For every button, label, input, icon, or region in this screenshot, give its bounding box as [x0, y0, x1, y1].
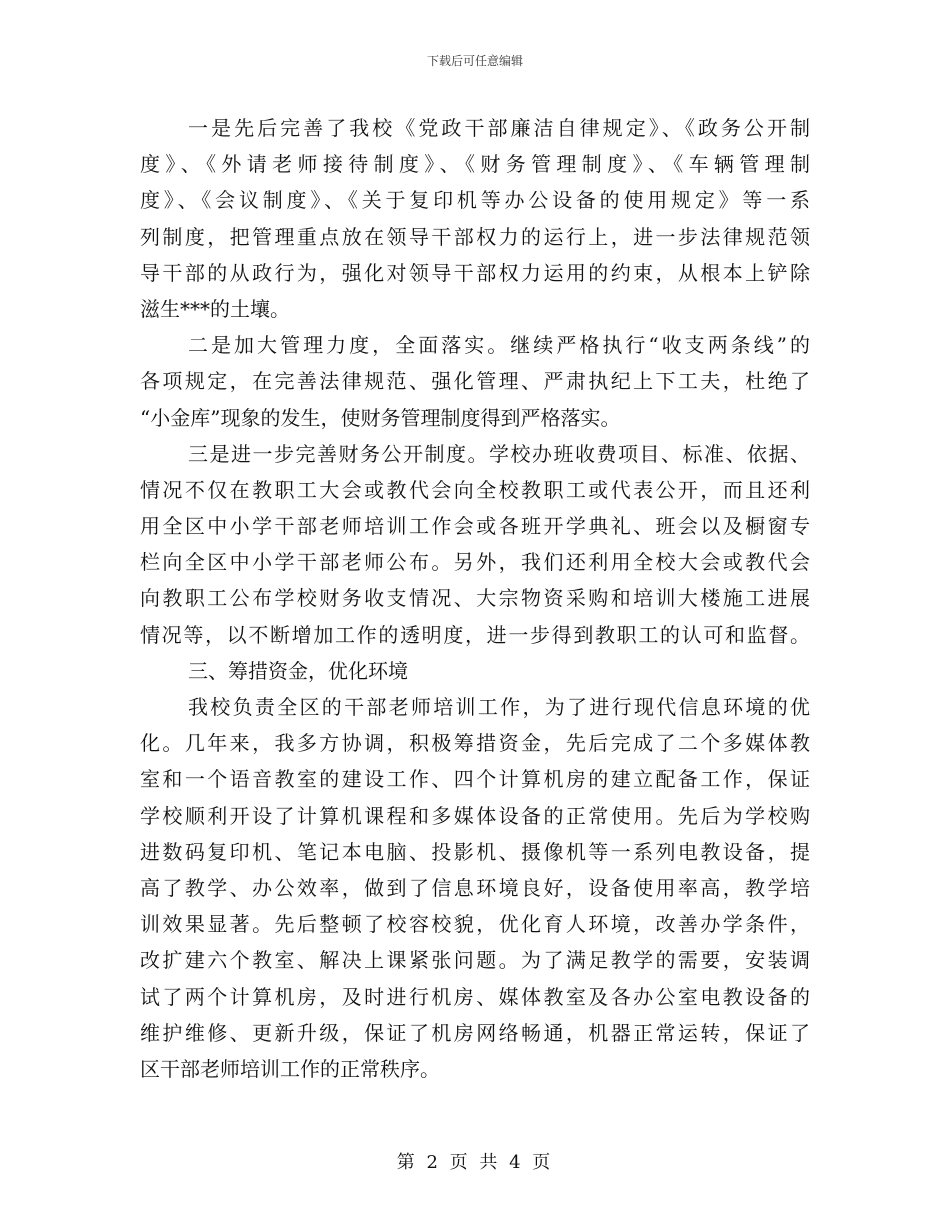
text-line: 二是加大管理力度，全面落实。继续严格执行“收支两条线”的	[188, 333, 810, 358]
text-line: 滋生***的土壤。	[140, 296, 290, 321]
text-line: 三、筹措资金，优化环境	[188, 658, 408, 683]
text-line: “小金库”现象的发生，使财务管理制度得到严格落实。	[140, 405, 621, 430]
text-line: 化。几年来，我多方协调，积极筹措资金，先后完成了二个多媒体教	[140, 731, 810, 756]
text-line: 情况等，以不断增加工作的透明度，进一步得到教职工的认可和监督。	[140, 622, 810, 647]
text-line: 改扩建六个教室、解决上课紧张问题。为了满足教学的需要，安装调	[140, 948, 810, 973]
text-line: 区干部老师培训工作的正常秩序。	[140, 1056, 440, 1081]
document-body	[140, 110, 810, 1087]
text-line: 列制度，把管理重点放在领导干部权力的运行上，进一步法律规范领	[140, 224, 810, 249]
text-line: 训效果显著。先后整顿了校容校貌，优化育人环境，改善办学条件，	[140, 912, 810, 937]
text-line: 向教职工公布学校财务收支情况、大宗物资采购和培训大楼施工进展	[140, 586, 810, 611]
text-line: 度》、《外请老师接待制度》、《财务管理制度》、《车辆管理制	[140, 152, 810, 177]
text-line: 三是进一步完善财务公开制度。学校办班收费项目、标准、依据、	[188, 441, 810, 466]
text-line: 室和一个语音教室的建设工作、四个计算机房的建立配备工作，保证	[140, 767, 810, 792]
text-line: 栏向全区中小学干部老师公布。另外，我们还利用全校大会或教代会	[140, 550, 810, 575]
text-line: 用全区中小学干部老师培训工作会或各班开学典礼、班会以及橱窗专	[140, 514, 810, 539]
text-line: 试了两个计算机房，及时进行机房、媒体教室及各办公室电教设备的	[140, 984, 810, 1009]
text-line: 度》、《会议制度》、《关于复印机等办公设备的使用规定》等一系	[140, 188, 810, 213]
text-line: 进数码复印机、笔记本电脑、投影机、摄像机等一系列电教设备，提	[140, 839, 810, 864]
text-line: 一是先后完善了我校《党政干部廉洁自律规定》、《政务公开制	[188, 116, 810, 140]
text-line: 维护维修、更新升级，保证了机房网络畅通，机器正常运转，保证了	[140, 1020, 810, 1045]
text-line: 导干部的从政行为，强化对领导干部权力运用的约束，从根本上铲除	[140, 260, 810, 285]
text-line: 各项规定，在完善法律规范、强化管理、严肃执纪上下工夫，杜绝了	[140, 369, 810, 394]
text-line: 高了教学、办公效率，做到了信息环境良好，设备使用率高，教学培	[140, 875, 810, 900]
text-line: 情况不仅在教职工大会或教代会向全校教职工或代表公开，而且还利	[140, 477, 810, 502]
page-footer-number: 第 2 页 共 4 页	[396, 1152, 554, 1173]
text-line: 我校负责全区的干部老师培训工作，为了进行现代信息环境的优	[188, 695, 810, 719]
page-header-note: 下载后可任意编辑	[426, 54, 523, 68]
text-line: 学校顺利开设了计算机课程和多媒体设备的正常使用。先后为学校购	[140, 803, 810, 828]
